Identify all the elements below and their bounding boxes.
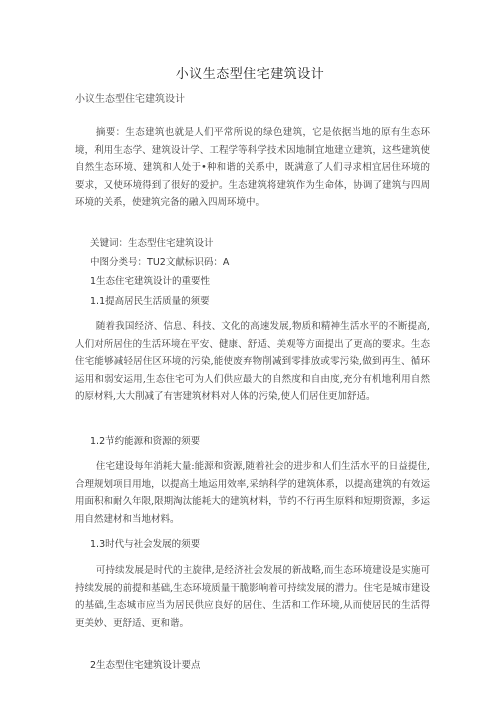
keywords-line: 关键词：生态型住宅建筑设计 (90, 238, 214, 249)
section-heading (90, 657, 201, 671)
classification-line (90, 254, 229, 268)
section-heading (90, 293, 210, 307)
section-title: 生态住宅建筑设计的重要性 (96, 276, 211, 287)
section-number: 1.3 (90, 539, 106, 550)
document-subtitle: 小议生态型住宅建筑设计 (75, 94, 185, 105)
section-title: 提高居民生活质量的须要 (105, 296, 210, 307)
body-paragraph: 随着我国经济、信息、科技、文化的高速发展,物质和精神生活水平的不断提高,人们对所居住的生活环境在平安、健康、舒适、美观等方面提出了更高的要求。生态住宅能够减轻居住区环境的污染,能使废弃物削减到零排放或零污染,做到再生、循环运用和弱安运用,生态住宅可为人们供应最大的自然度和自由度,充分有机地利用自然的原材料,大大削减了有害建筑材料对人体的污染,使人们居住更加舒适。 (75, 321, 430, 403)
section-number: 1.1 (90, 296, 106, 307)
abstract-paragraph: 摘要：生态建筑也就是人们平常所说的绿色建筑，它是依据当地的原有生态环境，利用生态学、建筑设计学、工程学等科学技术因地制宜地建立建筑，这些建筑使自然生态环境、建筑和人处于•种和谐的关系中，既满意了人们寻求相宜居住环境的要求，又使环境得到了很好的爱护。生态建筑将建筑作为生命体，协调了建筑与四周环境的关系，使建筑完备的融入四周环境中。 (75, 127, 430, 209)
doc-code: A (222, 257, 230, 268)
body-paragraph: 住宅建设每年消耗大量:能源和资源,随着社会的进步和人们生活水平的日益提住,合理规划项目用地，以提高土地运用效率,采纳科学的建筑体系，以提高建筑的有效运用面积和耐久年限,限期淘汰能耗大的建筑材料，节约不行再生原料和短期资源，多运用自然建材和当地材料。 (75, 461, 430, 525)
classification-code: TU2 (147, 257, 166, 268)
section-number: 1 (90, 276, 97, 287)
document-title: 小议生态型住宅建筑设计 (175, 67, 325, 82)
section-number: 1.2 (90, 436, 106, 447)
body-paragraph: 可持续发展是时代的主旋律,是经济社会发展的新战略,而生态环境建设是实施可持续发展的前提和基础,生态环境质量干脆影响着可持续发展的潜力。住宅是城市建设的基础,生态城市应当为居民供应良好的居住、生活和工作环境,从而使居民的生活得更美妙、更舒适、更和谐。 (75, 565, 430, 629)
classification-label: 中图分类号： (90, 257, 148, 268)
section-title: 生态型住宅建筑设计要点 (96, 660, 201, 671)
doc-code-label: 文献标识码： (165, 257, 223, 268)
section-heading (90, 536, 200, 550)
section-title: 节约能源和资源的须要 (105, 436, 201, 447)
section-heading (90, 273, 210, 287)
section-title: 时代与社会发展的须要 (105, 539, 201, 550)
section-heading (90, 433, 200, 447)
section-number: 2 (90, 660, 97, 671)
